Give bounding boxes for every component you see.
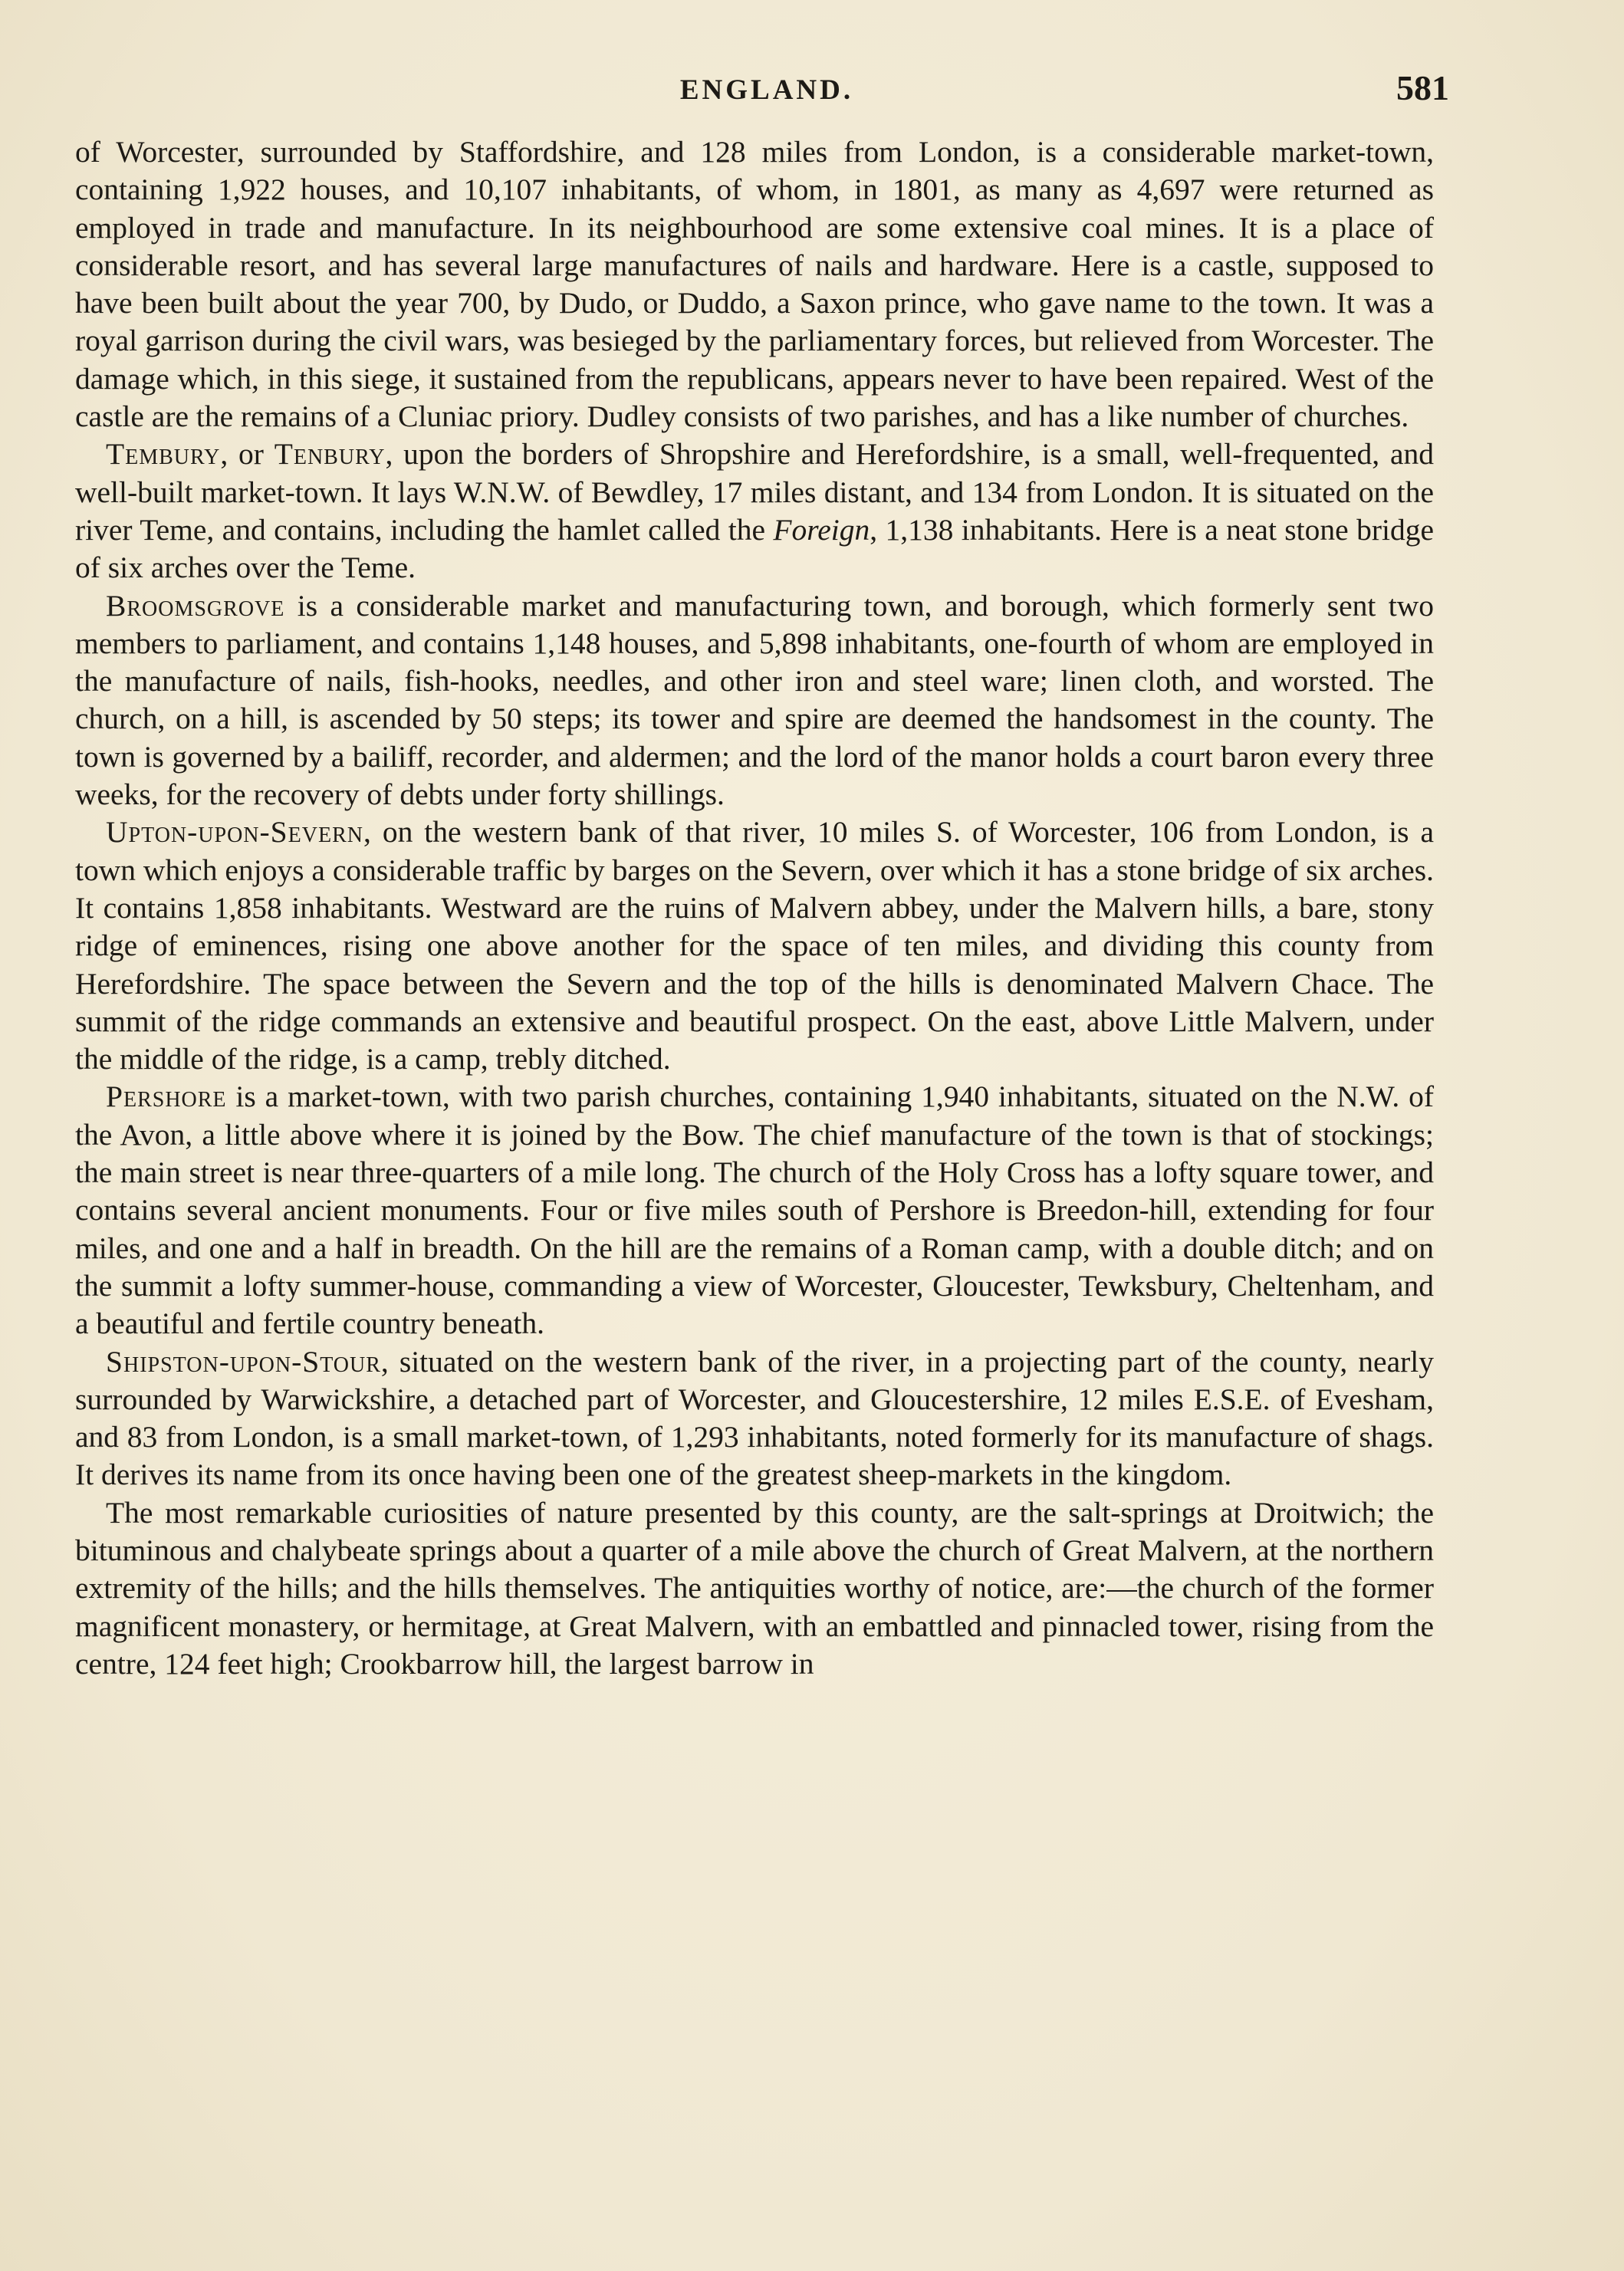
paragraph-text: , or <box>220 437 275 472</box>
paragraph-text: of Worcester, surrounded by Staffordshire, and 128 miles from London, is a considerable market-town, containing 1,922 houses, and 10,107 inhabitants, of whom, in 1801, as many as 4,697 were returned as employed in trade and manufacture. In its neighbourhood are some extensive coal mines. It is a place of considerable resort, and has several large manufactures of nails and hardware. Here is a castle, supposed to have been built about the year 700, by Dudo, or Duddo, a Saxon prince, who gave name to the town. It was a royal garrison during the civil wars, was besieged by the parliamentary forces, but relieved from Worcester. The damage which, in this siege, it sustained from the republicans, appears never to have been repaired. West of the castle are the remains of a Cluniac priory. Dudley consists of two parishes, and has a like number of churches. <box>75 135 1434 434</box>
place-name-tenbury: Tenbury <box>274 437 386 472</box>
place-name-upton: Upton-upon-Severn <box>106 815 363 850</box>
paragraph-broomsgrove <box>75 587 1434 814</box>
paragraph-text: is a considerable market and manufacturing town, and borough, which formerly sent two members to parliament, and contains 1,148 houses, and 5,898 inhabitants, one-fourth of whom are employed in the manufacture of nails, fish-hooks, needles, and other iron and steel ware; linen cloth, and worsted. The church, on a hill, is ascended by 50 steps; its tower and spire are deemed the handsomest in the county. The town is governed by a bailiff, recorder, and aldermen; and the lord of the manor holds a court baron every three weeks, for the recovery of debts under forty shillings. <box>75 588 1434 812</box>
place-name-broomsgrove: Broomsgrove <box>106 588 285 623</box>
place-name-shipston: Shipston-upon-Stour <box>106 1344 381 1379</box>
body-text <box>75 133 1434 1683</box>
paragraph-text: , on the western bank of that river, 10 miles S. of Worcester, 106 from London, is a town which enjoys a considerable traffic by barges on the Severn, over which it has a stone bridge of six arches. It contains 1,858 inhabitants. Westward are the ruins of Malvern abbey, under the Malvern hills, a bare, stony ridge of eminences, rising one above another for the space of ten miles, and dividing this county from Herefordshire. The space between the Severn and the top of the hills is denominated Malvern Chace. The summit of the ridge commands an extensive and beautiful prospect. On the east, above Little Malvern, under the middle of the ridge, is a camp, trebly ditched. <box>75 815 1434 1076</box>
paragraph-text: , upon the borders of Shropshire and Herefordshire, is a small, well-frequented, and well-built market-town. It lays W.N.W. of Bewdley, 17 miles distant, and 134 from London. It is situated on the river Teme, and contains, including the hamlet called the <box>75 437 1434 547</box>
paragraph-tenbury <box>75 435 1434 587</box>
running-title: ENGLAND. <box>679 74 854 106</box>
place-name-tembury: Tembury <box>106 437 221 472</box>
paragraph-text: The most remarkable curiosities of nature presented by this county, are the salt-springs at Droitwich; the bituminous and chalybeate springs about a quarter of a mile above the church of Great Malvern, at the northern extremity of the hills; and the hills themselves. The antiquities worthy of notice, are:—the church of the former magnificent monastery, or hermitage, at Great Malvern, with an embattled and pinnacled tower, rising from the centre, 124 feet high; Crookbarrow hill, the largest barrow in <box>75 1495 1434 1681</box>
paragraph-curiosities <box>75 1494 1434 1683</box>
paragraph-upton <box>75 813 1434 1078</box>
italic-term-foreign: Foreign <box>773 512 870 547</box>
page-header <box>84 68 1449 120</box>
paragraph-shipston <box>75 1343 1434 1494</box>
page-number: 581 <box>1396 68 1449 107</box>
paragraph-text: , situated on the western bank of the river, in a projecting part of the county, nearly surrounded by Warwickshire, a detached part of Worcester, and Gloucestershire, 12 miles E.S.E. of Evesham, and 83 from London, is a small market-town, of 1,293 inhabitants, noted formerly for its manufacture of shags. It derives its name from its once having been one of the greatest sheep-markets in the kingdom. <box>75 1344 1434 1492</box>
paragraph-pershore <box>75 1078 1434 1343</box>
paragraph-text: , 1,138 inhabitants. Here is a neat stone bridge of six arches over the Teme. <box>75 512 1434 585</box>
paragraph-dudley <box>75 133 1434 435</box>
paragraph-text: is a market-town, with two parish churches, containing 1,940 inhabitants, situated on the N.W. of the Avon, a little above where it is joined by the Bow. The chief manufacture of the town is that of stockings; the main street is near three-quarters of a mile long. The church of the Holy Cross has a lofty square tower, and contains several ancient monuments. Four or five miles south of Pershore is Breedon-hill, extending for four miles, and one and a half in breadth. On the hill are the remains of a Roman camp, with a double ditch; and on the summit a lofty summer-house, commanding a view of Worcester, Gloucester, Tewksbury, Cheltenham, and a beautiful and fertile country beneath. <box>75 1080 1434 1341</box>
place-name-pershore: Pershore <box>106 1080 227 1114</box>
